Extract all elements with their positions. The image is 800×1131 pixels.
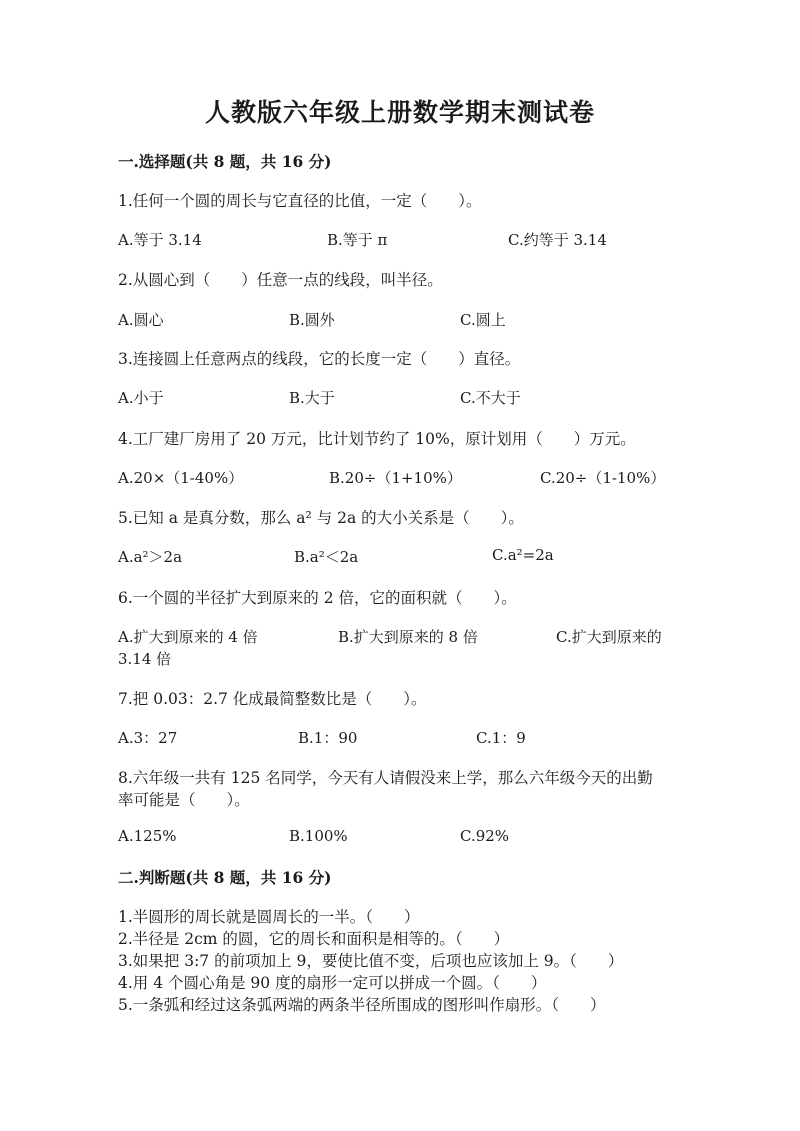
q3-option-b: B.大于 [289, 389, 335, 407]
judge-question-1: 1.半圆形的周长就是圆周长的一半。（ ） [118, 908, 420, 926]
choice-question-8-line2: 率可能是（ ）。 [118, 791, 250, 809]
page-title: 人教版六年级上册数学期末测试卷 [204, 98, 595, 127]
q4-option-c: C.20÷（1-10%） [540, 469, 666, 487]
choice-question-2: 2.从圆心到（ ）任意一点的线段，叫半径。 [118, 271, 443, 289]
q4-option-b: B.20÷（1+10%） [329, 469, 462, 487]
q5-option-b: B.a²＜2a [294, 548, 359, 566]
choice-question-3: 3.连接圆上任意两点的线段，它的长度一定（ ）直径。 [118, 350, 521, 368]
q7-option-c: C.1：9 [476, 729, 526, 747]
choice-question-8-line1: 8.六年级一共有 125 名同学，今天有人请假没来上学，那么六年级今天的出勤 [118, 769, 653, 787]
q5-option-a: A.a²＞2a [118, 548, 183, 566]
q8-option-a: A.125% [118, 827, 177, 845]
q2-option-c: C.圆上 [460, 311, 506, 329]
q1-option-c: C.约等于 3.14 [508, 231, 607, 249]
choice-question-4: 4.工厂建厂房用了 20 万元，比计划节约了 10%，原计划用（ ）万元。 [118, 430, 636, 448]
q7-option-a: A.3：27 [118, 729, 178, 747]
q7-option-b: B.1：90 [298, 729, 358, 747]
choice-question-7: 7.把 0.03：2.7 化成最简整数比是（ ）。 [118, 690, 427, 708]
judge-question-4: 4.用 4 个圆心角是 90 度的扇形一定可以拼成一个圆。（ ） [118, 974, 547, 992]
q2-option-a: A.圆心 [118, 311, 164, 329]
q3-option-c: C.不大于 [460, 389, 521, 407]
q6-option-a: A.扩大到原来的 4 倍 [118, 628, 258, 646]
section-heading-choice: 一.选择题(共 8 题，共 16 分) [118, 152, 332, 171]
q3-option-a: A.小于 [118, 389, 164, 407]
choice-question-6: 6.一个圆的半径扩大到原来的 2 倍，它的面积就（ ）。 [118, 589, 517, 607]
q5-option-c: C.a²=2a [492, 546, 554, 564]
q2-option-b: B.圆外 [289, 311, 335, 329]
q1-option-b: B.等于 π [327, 231, 388, 249]
q6-option-b: B.扩大到原来的 8 倍 [338, 628, 478, 646]
q8-option-b: B.100% [289, 827, 348, 845]
q1-option-a: A.等于 3.14 [118, 231, 202, 249]
q4-option-a: A.20×（1-40%） [118, 469, 244, 487]
judge-question-3: 3.如果把 3:7 的前项加上 9，要使比值不变，后项也应该加上 9。（ ） [118, 952, 624, 970]
choice-question-1: 1.任何一个圆的周长与它直径的比值，一定（ ）。 [118, 192, 482, 210]
q6-option-c-continued: 3.14 倍 [118, 650, 172, 668]
judge-question-5: 5.一条弧和经过这条弧两端的两条半径所围成的图形叫作扇形。（ ） [118, 996, 606, 1014]
q6-option-c: C.扩大到原来的 [556, 628, 662, 646]
q8-option-c: C.92% [460, 827, 510, 845]
judge-question-2: 2.半径是 2cm 的圆，它的周长和面积是相等的。（ ） [118, 930, 510, 948]
choice-question-5: 5.已知 a 是真分数，那么 a² 与 2a 的大小关系是（ ）。 [118, 509, 524, 527]
section-heading-judge: 二.判断题(共 8 题，共 16 分) [118, 868, 332, 887]
